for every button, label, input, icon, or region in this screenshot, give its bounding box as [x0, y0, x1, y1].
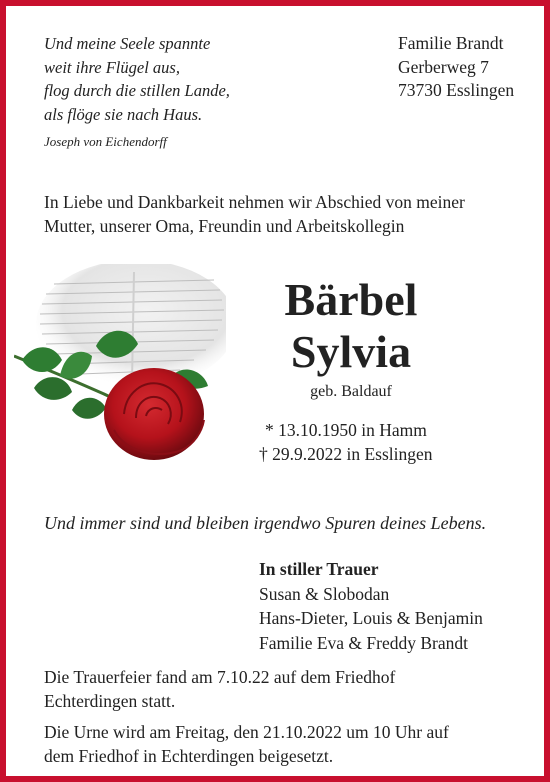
- mourner-name: Hans-Dieter, Louis & Benjamin: [259, 608, 483, 628]
- death-date: † 29.9.2022 in Esslingen: [259, 444, 433, 464]
- funeral-line: Die Trauerfeier fand am 7.10.22 auf dem Friedhof: [44, 667, 396, 687]
- maiden-name: geb. Baldauf: [310, 383, 392, 400]
- deceased-second-name: Sylvia: [290, 326, 412, 377]
- address-line: 73730 Esslingen: [398, 80, 515, 100]
- poem-author: Joseph von Eichendorff: [44, 134, 167, 149]
- funeral-line: Echterdingen statt.: [44, 691, 176, 711]
- poem-line: als flöge sie nach Haus.: [44, 104, 203, 124]
- mourners-heading: In stiller Trauer: [259, 559, 379, 579]
- funeral-service-note: [44, 665, 395, 713]
- intro-line: Mutter, unserer Oma, Freundin und Arbeitskollegin: [44, 216, 405, 236]
- memorial-quote: Und immer sind und bleiben irgendwo Spuren deines Lebens.: [44, 513, 487, 533]
- address-line: Gerberweg 7: [398, 56, 489, 77]
- urn-burial-note: [44, 720, 449, 768]
- intro-line: In Liebe und Dankbarkeit nehmen wir Abschied von meiner: [44, 192, 465, 212]
- family-address: [398, 32, 514, 103]
- poem: [44, 32, 230, 126]
- mourner-name: Susan & Slobodan: [259, 583, 390, 604]
- mourner-name: Familie Eva & Freddy Brandt: [259, 632, 468, 653]
- mourners-block: [259, 557, 483, 655]
- deceased-first-name: Bärbel: [284, 274, 418, 325]
- poem-line: Und meine Seele spannte: [44, 34, 211, 53]
- intro-text: [44, 190, 524, 238]
- birth-date: * 13.10.1950 in Hamm: [265, 420, 427, 440]
- urn-line: Die Urne wird am Freitag, den 21.10.2022 um 10 Uhr auf: [44, 722, 449, 742]
- poem-line: weit ihre Flügel aus,: [44, 57, 180, 77]
- rose-on-book-icon: [14, 264, 226, 470]
- poem-line: flog durch die stillen Lande,: [44, 81, 230, 100]
- address-line: Familie Brandt: [398, 33, 504, 53]
- urn-line: dem Friedhof in Echterdingen beigesetzt.: [44, 746, 334, 766]
